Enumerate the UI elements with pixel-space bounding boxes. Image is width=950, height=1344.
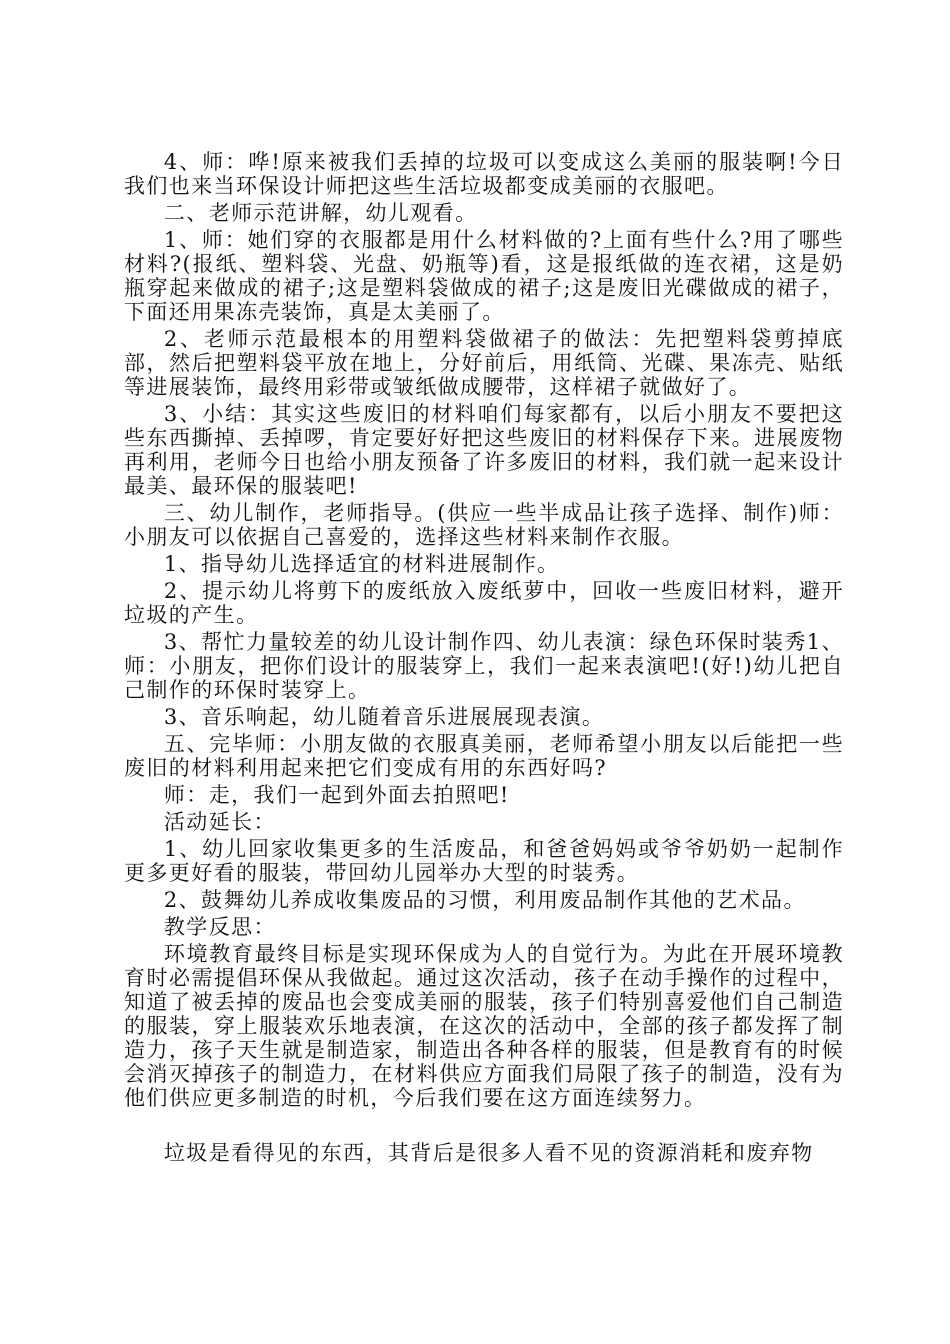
paragraph-12: 师：走，我们一起到外面去拍照吧! <box>163 783 510 807</box>
paragraph-6: 三、幼儿制作，老师指导。(供应一些半成品让孩子选择、制作)师：小朋友可以依据自己喜爱的，选择这些材料来制作衣服。 <box>124 501 844 549</box>
document-page <box>124 150 844 1168</box>
paragraph-11: 五、完毕师：小朋友做的衣服真美丽，老师希望小朋友以后能把一些废旧的材料利用起来把它们变成有用的东西好吗? <box>124 732 844 780</box>
paragraph-10: 3、音乐响起，幼儿随着音乐进展展现表演。 <box>163 705 605 729</box>
paragraph-3: 1、师：她们穿的衣服都是用什么材料做的?上面有些什么?用了哪些材料?(报纸、塑料袋、光盘、奶瓶等)看，这是报纸做的连衣裙，这是奶瓶穿起来做成的裙子;这是塑料袋做成的裙子;这是废旧光碟做成的裙子，下面还用果冻壳装饰，真是太美丽了。 <box>124 228 844 324</box>
paragraph-2: 二、老师示范讲解，幼儿观看。 <box>163 201 478 225</box>
paragraph-17: 环境教育最终目标是实现环保成为人的自觉行为。为此在开展环境教育时必需提倡环保从我做起。通过这次活动，孩子在动手操作的过程中，知道了被丢掉的废品也会变成美丽的服装，孩子们特别喜爱他们自己制造的服装，穿上服装欢乐地表演，在这次的活动中，全部的孩子都发挥了制造力，孩子天生就是制造家，制造出各种各样的服装，但是教育有的时候会消灭掉孩子的制造力，在材料供应方面我们局限了孩子的制造，没有为他们供应更多制造的时机，今后我们要在这方面连续努力。 <box>124 942 844 1110</box>
paragraph-9: 3、帮忙力量较差的幼儿设计制作四、幼儿表演：绿色环保时装秀1、师：小朋友，把你们设计的服装穿上，我们一起来表演吧!(好!)幼儿把自己制作的环保时装穿上。 <box>124 630 844 702</box>
paragraph-1: 4、师：哗!原来被我们丢掉的垃圾可以变成这么美丽的服装啊!今日我们也来当环保设计师把这些生活垃圾都变成美丽的衣服吧。 <box>124 150 844 198</box>
paragraph-7: 1、指导幼儿选择适宜的材料进展制作。 <box>163 552 560 576</box>
paragraph-4: 2、老师示范最根本的用塑料袋做裙子的做法：先把塑料袋剪掉底部，然后把塑料袋平放在地上，分好前后，用纸筒、光碟、果冻壳、贴纸等进展装饰，最终用彩带或皱纸做成腰带，这样裙子就做好了。 <box>124 327 844 399</box>
paragraph-16: 教学反思： <box>163 915 276 939</box>
paragraph-5: 3、小结：其实这些废旧的材料咱们每家都有，以后小朋友不要把这些东西撕掉、丢掉啰，肯定要好好把这些废旧的材料保存下来。进展废物再利用，老师今日也给小朋友预备了许多废旧的材料，我们就一起来设计最美、最环保的服装吧! <box>124 402 844 498</box>
paragraph-15: 2、鼓舞幼儿养成收集废品的习惯，利用废品制作其他的艺术品。 <box>163 888 806 912</box>
paragraph-13: 活动延长： <box>163 810 276 834</box>
paragraph-gap <box>124 1113 844 1141</box>
paragraph-8: 2、提示幼儿将剪下的废纸放入废纸萝中，回收一些废旧材料，避开垃圾的产生。 <box>124 579 844 627</box>
paragraph-14: 1、幼儿回家收集更多的生活废品，和爸爸妈妈或爷爷奶奶一起制作更多更好看的服装，带回幼儿园举办大型的时装秀。 <box>124 837 844 885</box>
paragraph-18: 垃圾是看得见的东西，其背后是很多人看不见的资源消耗和废弃物 <box>163 1141 814 1165</box>
